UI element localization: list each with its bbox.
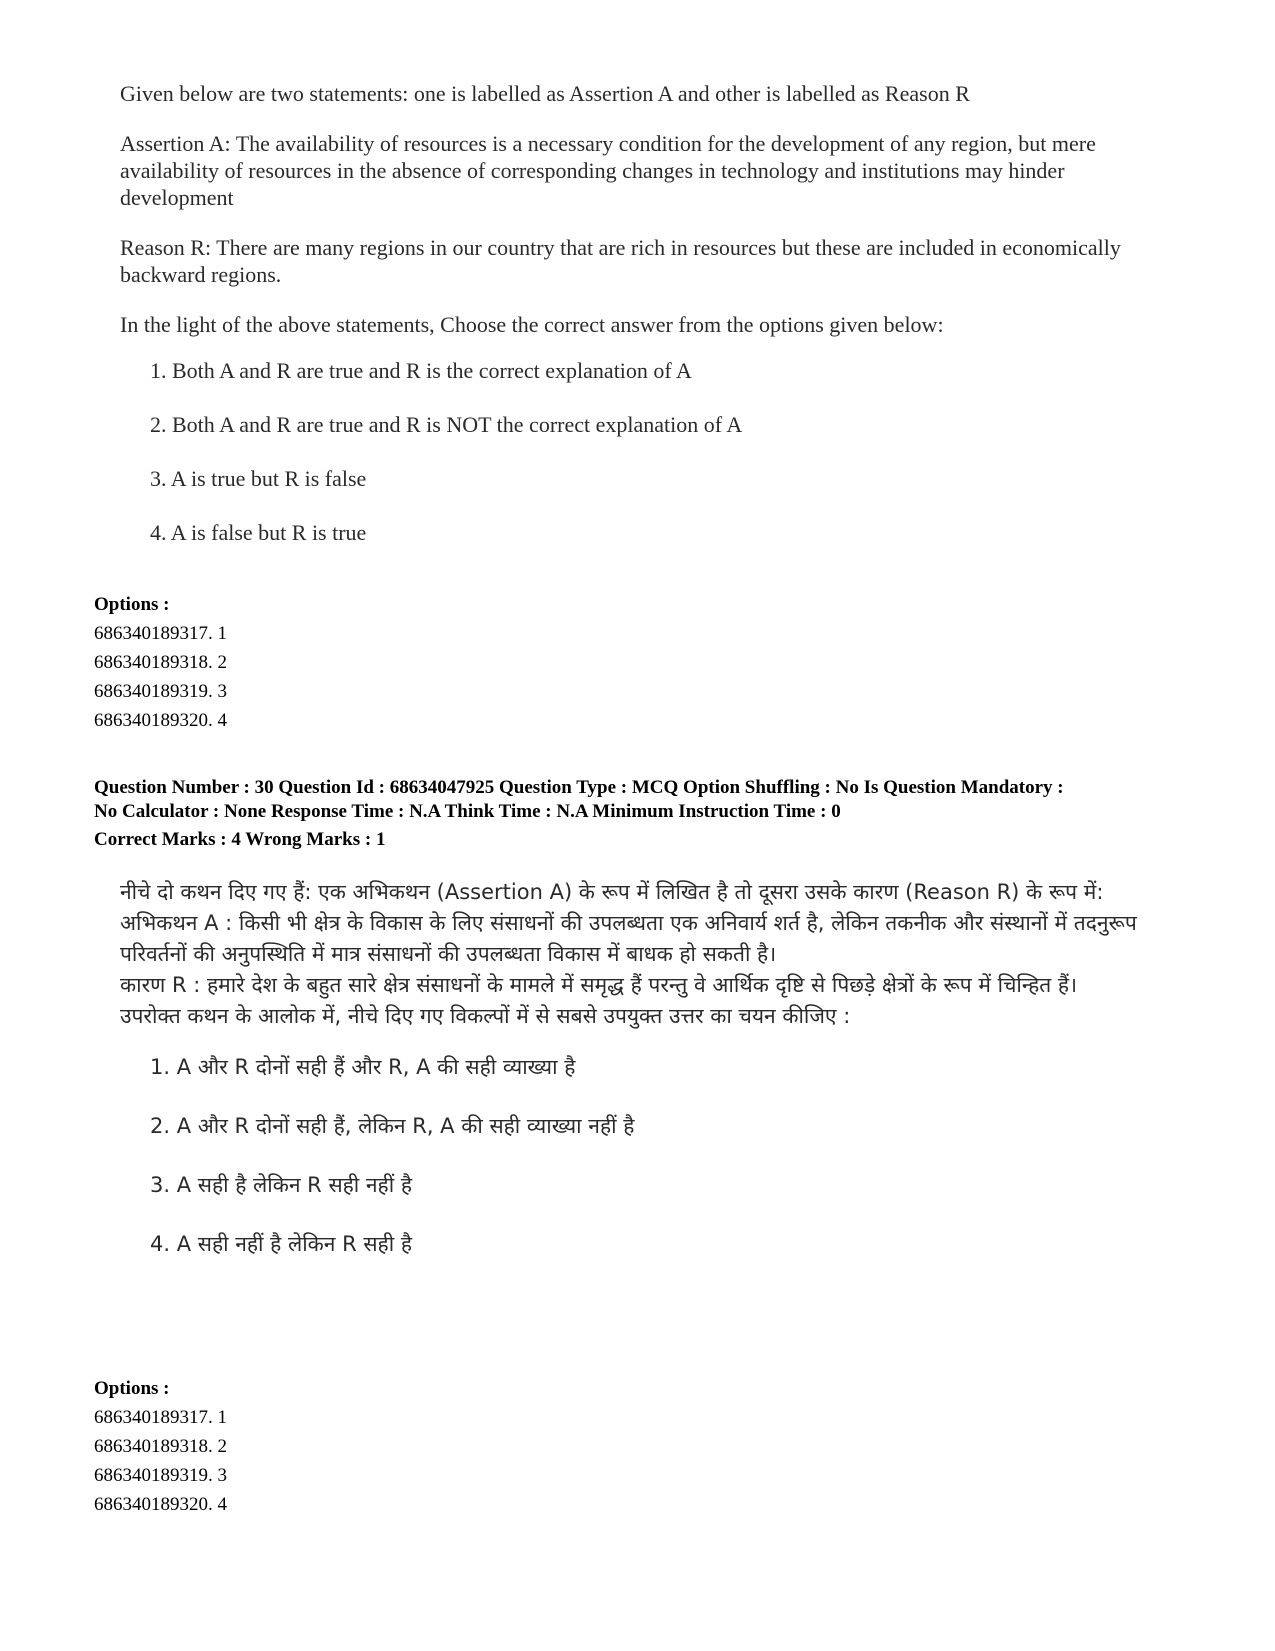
option-item: 686340189317. 1 (94, 623, 227, 644)
english-question-block (120, 80, 1160, 573)
option-item: 686340189318. 2 (94, 1436, 227, 1457)
hindi-question-instruction: उपरोक्त कथन के आलोक में, नीचे दिए गए विकल्पों में से सबसे उपयुक्त उत्तर का चयन कीजिए : (120, 1004, 851, 1028)
question-meta-line-1: Question Number : 30 Question Id : 68634047925 Question Type : MCQ Option Shuffling : No Is Question Mandatory : (94, 777, 1064, 798)
question-intro: Given below are two statements: one is labelled as Assertion A and other is labelled as Reason R (120, 81, 970, 106)
answer-choice-3: 3. A is true but R is false (150, 466, 367, 491)
assertion-statement: Assertion A: The availability of resources is a necessary condition for the development of any region, but mere availability of resources in the absence of corresponding changes in technology and institutions may hinder development (120, 131, 1096, 210)
option-item: 686340189320. 4 (94, 710, 227, 731)
option-item: 686340189319. 3 (94, 681, 227, 702)
hindi-answer-choice-1: 1. A और R दोनों सही हैं और R, A की सही व्याख्या है (150, 1055, 576, 1079)
option-item: 686340189319. 3 (94, 1465, 227, 1486)
reason-statement: Reason R: There are many regions in our country that are rich in resources but these are included in economically backward regions. (120, 235, 1121, 287)
hindi-answer-choice-3: 3. A सही है लेकिन R सही नहीं है (150, 1173, 412, 1197)
options-list (94, 590, 227, 735)
options-list (94, 1374, 227, 1519)
question-metadata (94, 776, 1194, 852)
question-meta-line-2: No Calculator : None Response Time : N.A Think Time : N.A Minimum Instruction Time : 0 (94, 801, 841, 822)
option-item: 686340189317. 1 (94, 1407, 227, 1428)
option-item: 686340189318. 2 (94, 652, 227, 673)
question-instruction: In the light of the above statements, Choose the correct answer from the options given below: (120, 312, 944, 337)
hindi-answer-choice-2: 2. A और R दोनों सही हैं, लेकिन R, A की सही व्याख्या नहीं है (150, 1114, 635, 1138)
answer-choice-2: 2. Both A and R are true and R is NOT the correct explanation of A (150, 412, 743, 437)
hindi-assertion-statement: अभिकथन A : किसी भी क्षेत्र के विकास के लिए संसाधनों की उपलब्धता एक अनिवार्य शर्त है, लेकिन तकनीक और संस्थानों में तदनुरूप परिवर्तनों की अनुपस्थिति में मात्र संसाधनों की उपलब्धता विकास में बाधक हो सकती है। (120, 911, 1137, 966)
options-heading: Options : (94, 1378, 170, 1399)
marks-line: Correct Marks : 4 Wrong Marks : 1 (94, 829, 386, 850)
answer-choice-4: 4. A is false but R is true (150, 520, 367, 545)
hindi-question-intro: नीचे दो कथन दिए गए हैं: एक अभिकथन (Assertion A) के रूप में लिखित है तो दूसरा उसके कारण (Reason R) के रूप में: (120, 880, 1104, 904)
option-item: 686340189320. 4 (94, 1494, 227, 1515)
answer-choice-1: 1. Both A and R are true and R is the correct explanation of A (150, 358, 692, 383)
options-heading: Options : (94, 594, 170, 615)
hindi-reason-statement: कारण R : हमारे देश के बहुत सारे क्षेत्र संसाधनों के मामले में समृद्ध हैं परन्तु वे आर्थिक दृष्टि से पिछड़े क्षेत्रों के रूप में चिन्हित हैं। (120, 973, 1078, 997)
hindi-answer-choice-4: 4. A सही नहीं है लेकिन R सही है (150, 1232, 412, 1256)
hindi-question-block (120, 877, 1160, 1288)
